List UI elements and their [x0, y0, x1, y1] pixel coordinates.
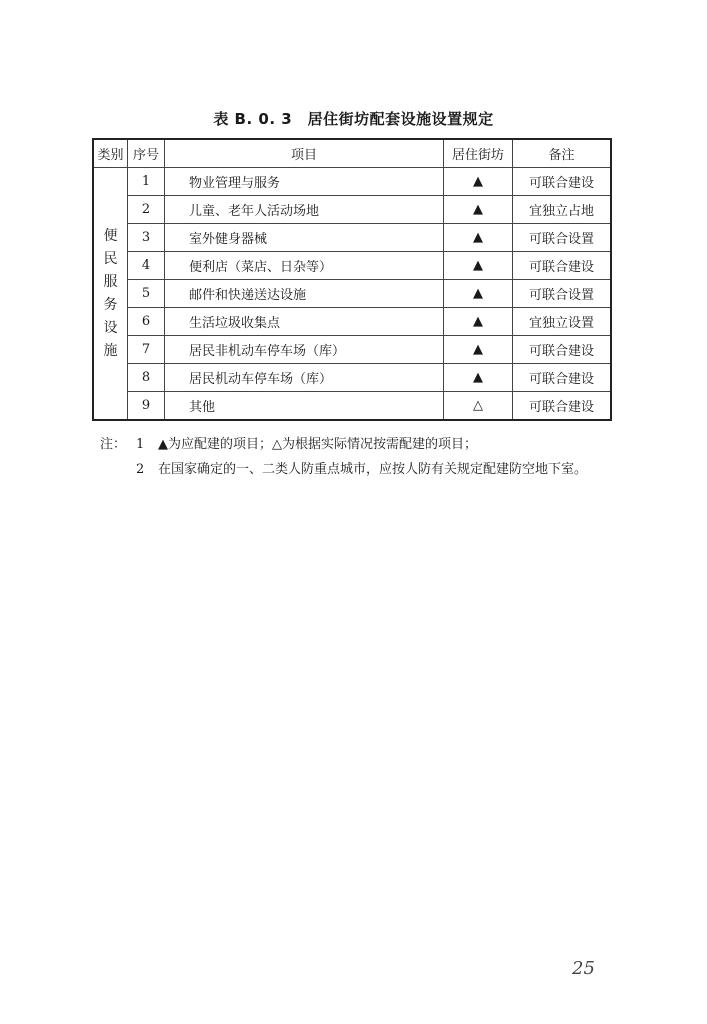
row-mark: ▲	[444, 196, 513, 224]
table-title: 表 B. 0. 3 居住街坊配套设施设置规定	[213, 110, 494, 128]
table-row	[93, 252, 611, 280]
row-number: 1	[128, 168, 165, 196]
row-number: 4	[128, 252, 165, 280]
row-number: 3	[128, 224, 165, 252]
row-item	[165, 224, 444, 252]
row-note: 可联合设置	[513, 280, 612, 308]
row-mark: ▲	[444, 364, 513, 392]
category-cell	[93, 168, 128, 421]
table-row	[93, 308, 611, 336]
row-number: 6	[128, 308, 165, 336]
table-row	[93, 196, 611, 224]
row-item-text: 便利店（菜店、日杂等）	[189, 260, 333, 275]
row-note: 可联合建设	[513, 364, 612, 392]
table-row	[93, 392, 611, 421]
page-number: 25	[572, 958, 595, 979]
note-number: 2	[136, 462, 145, 477]
header-note: 备注	[513, 139, 612, 168]
row-item	[165, 392, 444, 421]
note-item	[100, 457, 620, 482]
row-note: 可联合设置	[513, 224, 612, 252]
row-item	[165, 252, 444, 280]
note-number: 1	[136, 437, 145, 452]
row-item-text: 邮件和快递送达设施	[189, 288, 307, 303]
row-number: 2	[128, 196, 165, 224]
table-row	[93, 280, 611, 308]
row-item-text: 其他	[189, 400, 216, 415]
row-number: 9	[128, 392, 165, 421]
note-text: ▲为应配建的项目；△为根据实际情况按需配建的项目；	[158, 437, 477, 452]
row-item	[165, 280, 444, 308]
row-item-text: 室外健身器械	[189, 232, 268, 247]
row-mark: ▲	[444, 336, 513, 364]
row-mark: ▲	[444, 308, 513, 336]
row-note: 可联合建设	[513, 392, 612, 421]
row-note: 可联合建设	[513, 252, 612, 280]
row-item	[165, 168, 444, 196]
table-row	[93, 364, 611, 392]
category-label: 便民服务设施	[103, 227, 118, 359]
row-item-text: 居民机动车停车场（库）	[189, 372, 333, 387]
note-text: 在国家确定的一、二类人防重点城市，应按人防有关规定配建防空地下室。	[158, 462, 588, 477]
row-mark: ▲	[444, 280, 513, 308]
header-number: 序号	[128, 139, 165, 168]
row-mark: △	[444, 392, 513, 421]
row-item	[165, 308, 444, 336]
row-item-text: 物业管理与服务	[189, 176, 281, 191]
row-number: 8	[128, 364, 165, 392]
row-mark: ▲	[444, 224, 513, 252]
table-header-row	[93, 139, 611, 168]
row-number: 5	[128, 280, 165, 308]
row-note: 宜独立占地	[513, 196, 612, 224]
row-note: 宜独立设置	[513, 308, 612, 336]
row-item-text: 生活垃圾收集点	[189, 316, 281, 331]
notes-label: 注：	[100, 437, 127, 452]
row-item	[165, 336, 444, 364]
row-note: 可联合建设	[513, 168, 612, 196]
row-item	[165, 364, 444, 392]
header-category: 类别	[93, 139, 128, 168]
row-item-text: 居民非机动车停车场（库）	[189, 344, 346, 359]
table-row	[93, 224, 611, 252]
table-row	[93, 336, 611, 364]
row-note: 可联合建设	[513, 336, 612, 364]
row-mark: ▲	[444, 168, 513, 196]
facility-table	[92, 138, 612, 421]
note-item	[100, 432, 620, 457]
table-row	[93, 168, 611, 196]
row-number: 7	[128, 336, 165, 364]
header-item: 项目	[165, 139, 444, 168]
row-item	[165, 196, 444, 224]
table-notes	[100, 432, 620, 482]
header-street: 居住街坊	[444, 139, 513, 168]
row-item-text: 儿童、老年人活动场地	[189, 204, 320, 219]
row-mark: ▲	[444, 252, 513, 280]
